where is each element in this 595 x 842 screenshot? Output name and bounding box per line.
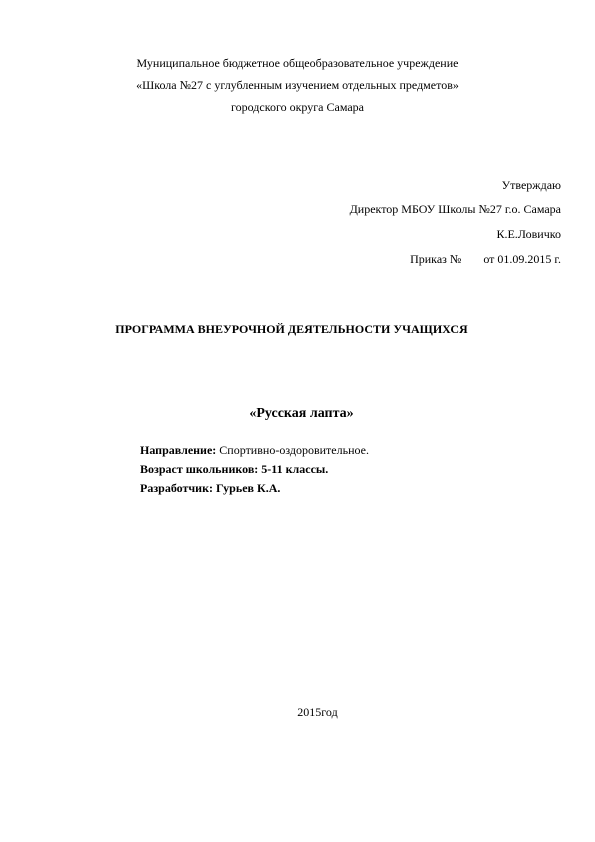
school-type-line: Муниципальное бюджетное общеобразовательное учреждение <box>136 56 459 70</box>
direction-value: Спортивно-оздоровительное. <box>216 443 369 457</box>
director-title: Директор МБОУ Школы №27 г.о. Самара <box>349 202 561 216</box>
direction-line <box>140 443 369 457</box>
year-footer: 2015год <box>297 705 338 719</box>
direction-label: Направление: <box>140 443 217 457</box>
age-line: Возраст школьников: 5-11 классы. <box>140 462 329 476</box>
developer-line: Разработчик: Гурьев К.А. <box>140 481 281 495</box>
order-line <box>410 252 561 266</box>
director-name: К.Е.Ловичко <box>496 227 561 241</box>
program-heading: ПРОГРАММА ВНЕУРОЧНОЙ ДЕЯТЕЛЬНОСТИ УЧАЩИХСЯ <box>115 322 468 336</box>
school-district-line: городского округа Самара <box>231 100 364 114</box>
order-date: от 01.09.2015 г. <box>483 252 561 266</box>
program-name: «Русская лапта» <box>249 406 354 421</box>
order-number-label: Приказ № <box>410 252 462 266</box>
approve-label: Утверждаю <box>501 178 561 192</box>
school-name-line: «Школа №27 с углубленным изучением отдельных предметов» <box>136 78 459 92</box>
